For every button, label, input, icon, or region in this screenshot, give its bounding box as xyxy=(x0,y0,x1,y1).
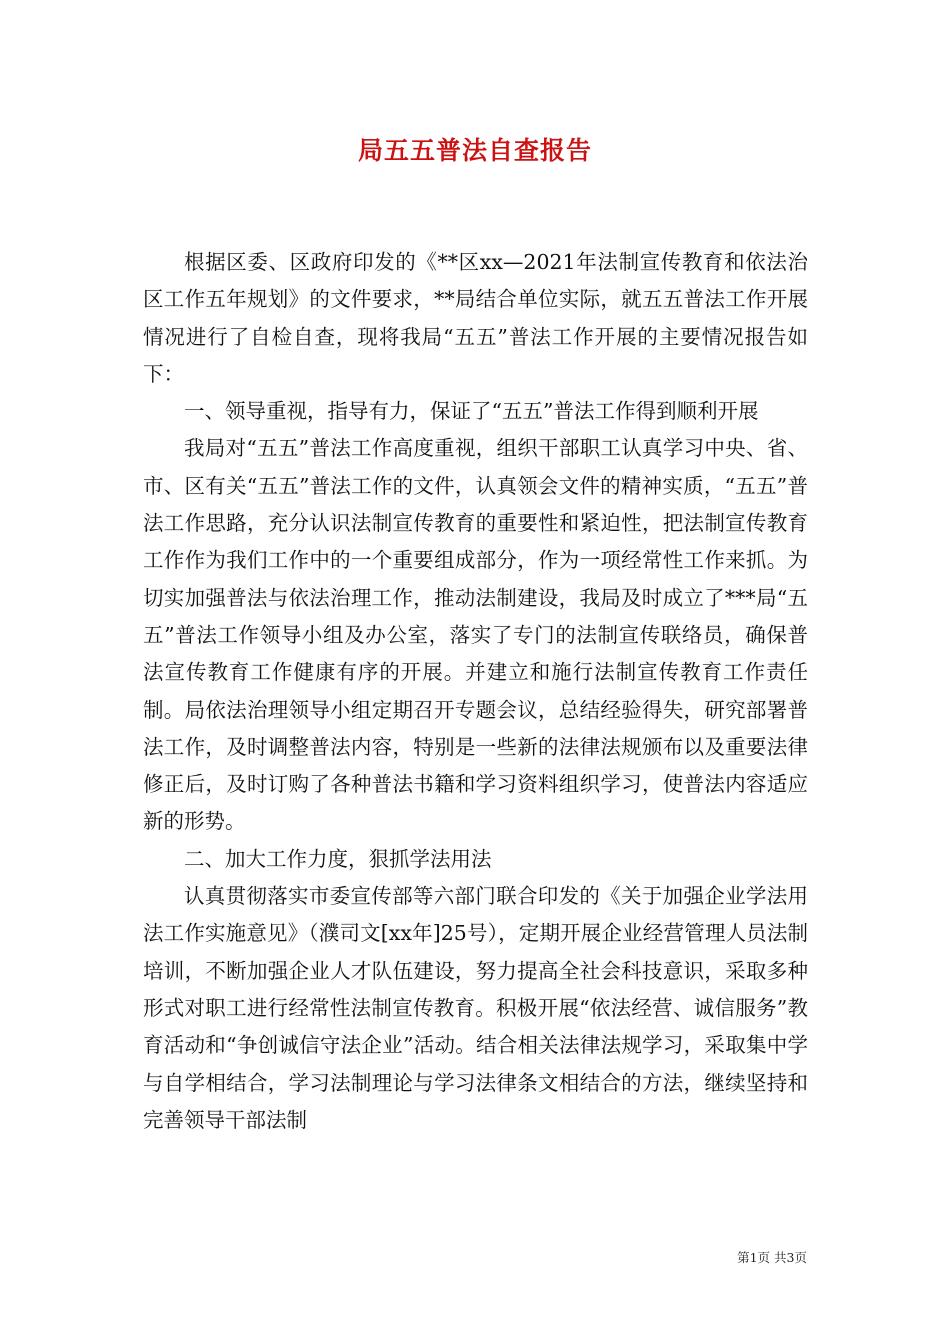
page-number: 第1页 共3页 xyxy=(737,1250,807,1265)
section-heading-1: 一、领导重视，指导有力，保证了“五五”普法工作得到顺利开展 xyxy=(184,399,759,424)
paragraph-section-2: 认真贯彻落实市委宣传部等六部门联合印发的《关于加强企业学法用法工作实施意见》（濮司文[xx年]25号），定期开展企业经营管理人员法制培训，不断加强企业人才队伍建设，努力提高全社会科技意识，采取多种形式对职工进行经常性法制宣传教育。积极开展“依法经营、诚信服务”教育活动和“争创诚信守法企业”活动。结合相关法律法规学习，采取集中学与自学相结合，学习法制理论与学习法律条文相结合的方法，继续坚持和完善领导干部法制 xyxy=(143,884,808,1132)
section-heading-2: 二、加大工作力度，狠抓学法用法 xyxy=(184,846,492,871)
document-body xyxy=(143,244,808,1139)
document-title: 局五五普法自查报告 xyxy=(357,136,592,165)
paragraph-intro: 根据区委、区政府印发的《**区xx—2021年法制宣传教育和依法治区工作五年规划》的文件要求，**局结合单位实际，就五五普法工作开展情况进行了自检自查，现将我局“五五”普法工作开展的主要情况报告如下： xyxy=(143,250,808,386)
paragraph-section-1: 我局对“五五”普法工作高度重视，组织干部职工认真学习中央、省、市、区有关“五五”普法工作的文件，认真领会文件的精神实质，“五五”普法工作思路，充分认识法制宣传教育的重要性和紧迫性，把法制宣传教育工作作为我们工作中的一个重要组成部分，作为一项经常性工作来抓。为切实加强普法与依法治理工作，推动法制建设，我局及时成立了***局“五五”普法工作领导小组及办公室，落实了专门的法制宣传联络员，确保普法宣传教育工作健康有序的开展。并建立和施行法制宣传教育工作责任制。局依法治理领导小组定期召开专题会议，总结经验得失，研究部署普法工作，及时调整普法内容，特别是一些新的法律法规颁布以及重要法律修正后，及时订购了各种普法书籍和学习资料组织学习，使普法内容适应新的形势。 xyxy=(143,436,808,834)
